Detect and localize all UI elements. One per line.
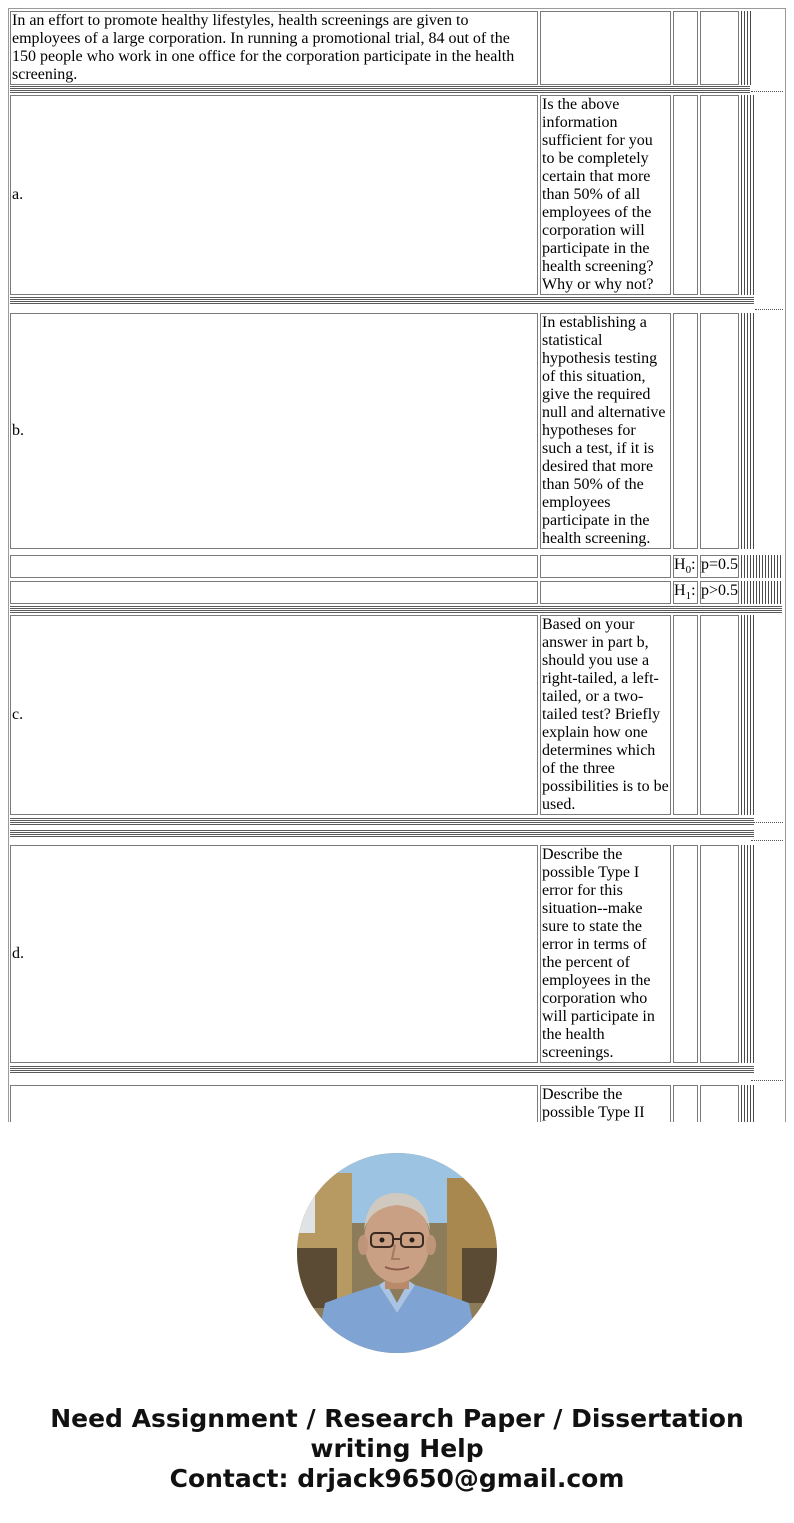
empty-cell [700, 615, 739, 815]
dotted-rule [751, 1080, 783, 1081]
row-separator [10, 1066, 754, 1073]
empty-cell [673, 615, 698, 815]
empty-cell [700, 95, 739, 295]
column-lines [741, 95, 755, 295]
empty-cell [700, 313, 739, 549]
question-text: Describe the possible Type II [540, 1085, 671, 1122]
alternative-hypothesis-value: p>0.5 [700, 581, 739, 604]
empty-cell [540, 581, 671, 604]
part-label: c. [10, 615, 538, 815]
row-separator [10, 818, 754, 825]
column-lines [741, 845, 755, 1063]
column-lines [741, 555, 783, 578]
alt-subscript: 1 [685, 590, 692, 603]
dotted-rule [755, 309, 783, 310]
column-lines [741, 11, 751, 85]
dotted-rule [751, 840, 783, 841]
question-text: Describe the possible Type I error for this situation--make sure to state the error in terms of the percent of employees in the corporation who will participate in the health screenings. [540, 845, 671, 1063]
empty-cell [10, 1085, 538, 1122]
colon: : [691, 582, 696, 599]
null-hypothesis-symbol [673, 555, 698, 578]
null-subscript: 0 [685, 564, 692, 577]
empty-cell [10, 581, 538, 604]
empty-cell [673, 845, 698, 1063]
dotted-rule [751, 822, 783, 823]
contact-email: Contact: drjack9650@gmail.com [169, 1464, 625, 1493]
empty-cell [700, 845, 739, 1063]
promo-banner [0, 1404, 794, 1494]
row-separator [10, 830, 754, 837]
null-hypothesis-value: p=0.5 [700, 555, 739, 578]
empty-cell [700, 11, 739, 85]
column-lines [741, 1085, 755, 1122]
column-lines [741, 581, 783, 604]
question-text: Based on your answer in part b, should you use a right-tailed, a left-tailed, or a two-tailed test? Briefly explain how one determines which of the three possibilities is to be used. [540, 615, 671, 815]
column-lines [741, 615, 755, 815]
empty-cell [700, 1085, 739, 1122]
dotted-rule [751, 91, 783, 92]
column-lines [741, 313, 755, 549]
empty-cell [673, 313, 698, 549]
part-label: d. [10, 845, 538, 1063]
part-label: b. [10, 313, 538, 549]
empty-cell [10, 555, 538, 578]
promo-line: Need Assignment / Research Paper / Dissertation [50, 1404, 744, 1433]
row-separator [10, 86, 750, 93]
colon: : [691, 556, 696, 573]
question-text: In establishing a statistical hypothesis testing of this situation, give the required null and alternative hypotheses for such a test, if it is desired that more than 50% of the employees participate in the health screening. [540, 313, 671, 549]
empty-cell [673, 95, 698, 295]
part-label: a. [10, 95, 538, 295]
empty-cell [673, 1085, 698, 1122]
empty-cell [540, 11, 671, 85]
author-photo [297, 1153, 497, 1353]
row-separator [10, 297, 754, 304]
empty-cell [673, 11, 698, 85]
row-separator [10, 606, 782, 613]
alternative-hypothesis-symbol [673, 581, 698, 604]
alt-h: H [674, 582, 686, 599]
intro-text: In an effort to promote healthy lifestyles, health screenings are given to employees of a large corporation. In running a promotional trial, 84 out of the 150 people who work in one office for the corporation participate in the health screening. [10, 11, 538, 85]
null-h: H [674, 556, 686, 573]
question-text: Is the above information sufficient for you to be completely certain that more than 50% of all employees of the corporation will participate in the health screening? Why or why not? [540, 95, 671, 295]
empty-cell [540, 555, 671, 578]
author-avatar [297, 1153, 497, 1353]
promo-line: writing Help [310, 1434, 484, 1463]
